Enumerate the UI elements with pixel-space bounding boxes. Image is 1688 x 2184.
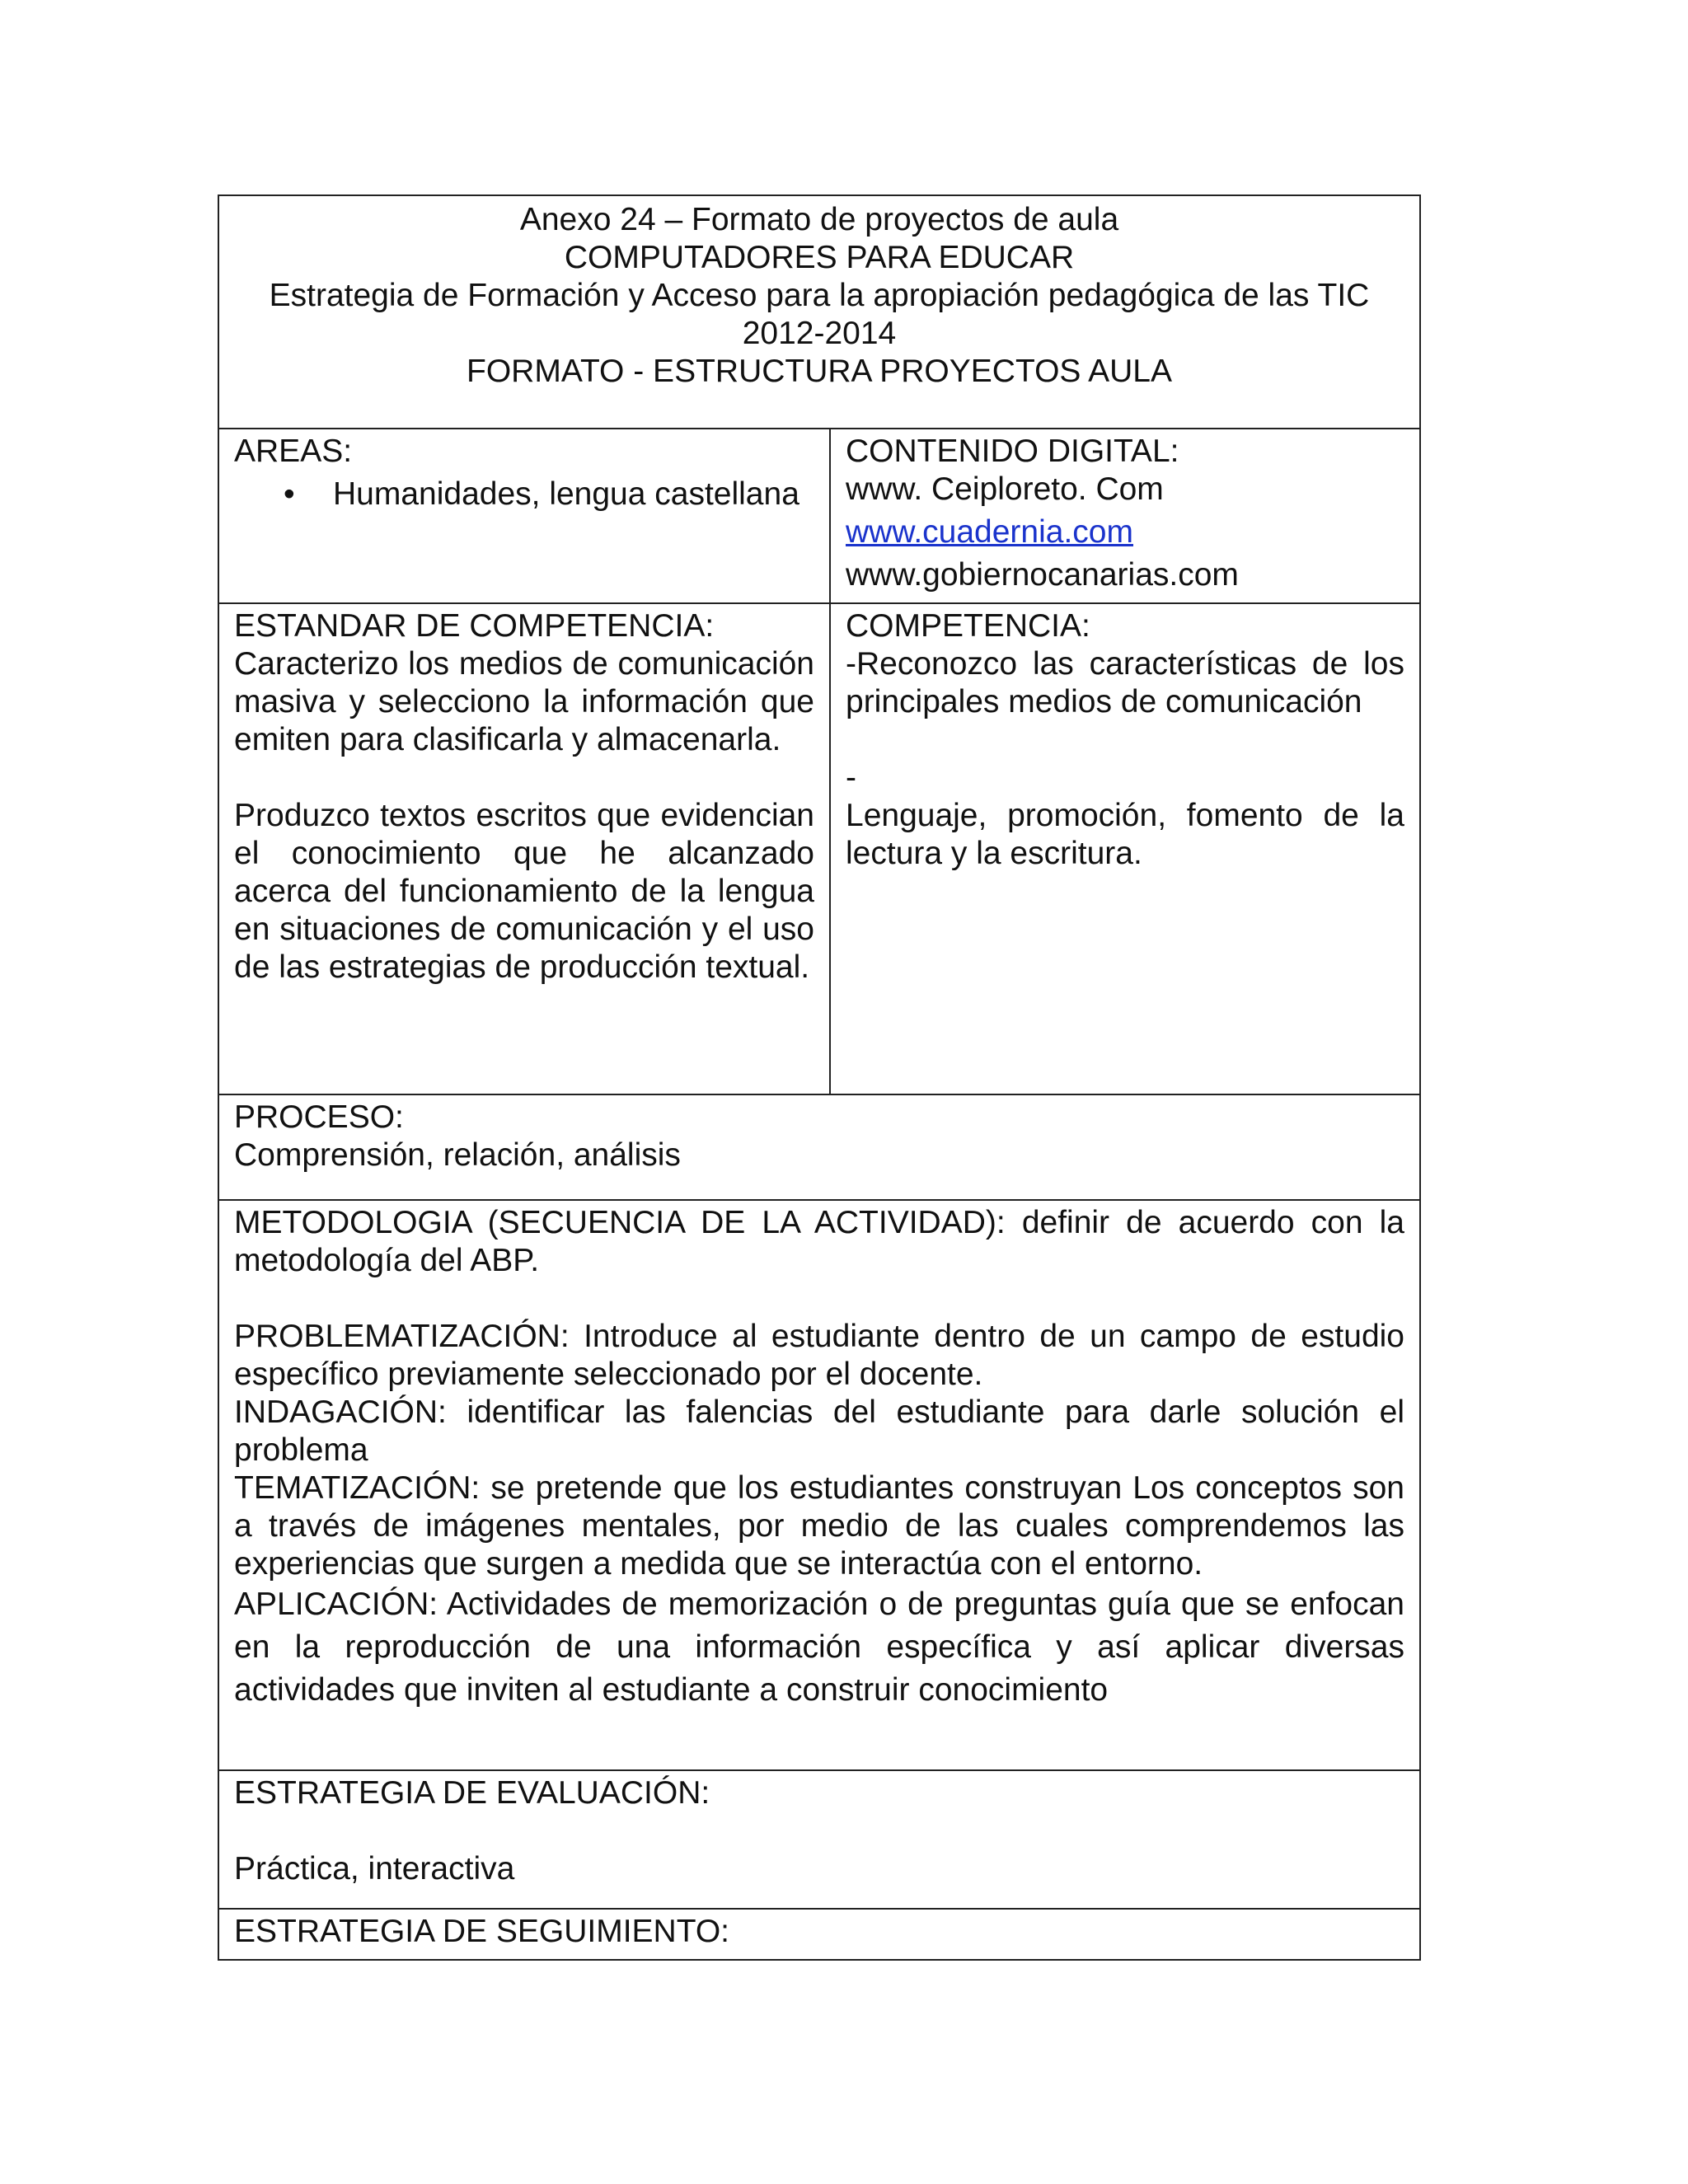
process-cell xyxy=(218,1094,1420,1200)
header-row xyxy=(218,195,1420,429)
standard-row xyxy=(218,603,1420,1094)
areas-item-text: Humanidades, lengua castellana xyxy=(333,476,799,512)
methodology-indagacion: INDAGACIÓN: identificar las falencias del estudiante para darle solución el problema xyxy=(234,1394,1404,1468)
evaluation-cell xyxy=(218,1770,1420,1909)
bullet-icon: • xyxy=(284,476,295,512)
competence-label: COMPETENCIA: xyxy=(846,608,1090,644)
cuadernia-link[interactable]: www.cuadernia.com xyxy=(846,514,1133,550)
methodology-aplicacion: APLICACIÓN: Actividades de memorización o de preguntas guía que se enfocan en la reproducción de una información específica y así aplicar diversas actividades que inviten al estudiante a construir conocimiento xyxy=(234,1586,1404,1708)
header-program-name: COMPUTADORES PARA EDUCAR xyxy=(564,240,1075,275)
areas-row xyxy=(218,429,1420,603)
areas-list xyxy=(234,476,814,513)
digital-content-cell xyxy=(830,429,1420,603)
header-strategy: Estrategia de Formación y Acceso para la apropiación pedagógica de las TIC xyxy=(269,278,1370,313)
evaluation-row xyxy=(218,1770,1420,1909)
digital-content-site-3: www.gobiernocanarias.com xyxy=(846,557,1239,593)
methodology-intro: METODOLOGIA (SECUENCIA DE LA ACTIVIDAD): definir de acuerdo con la metodología del ABP. xyxy=(234,1205,1404,1278)
evaluation-value: Práctica, interactiva xyxy=(234,1851,515,1886)
evaluation-label: ESTRATEGIA DE EVALUACIÓN: xyxy=(234,1775,710,1811)
standard-label: ESTANDAR DE COMPETENCIA: xyxy=(234,608,715,644)
competence-cell xyxy=(830,603,1420,1094)
competence-dash: - xyxy=(846,760,856,795)
followup-cell xyxy=(218,1909,1420,1960)
digital-content-label: CONTENIDO DIGITAL: xyxy=(846,434,1179,469)
process-label: PROCESO: xyxy=(234,1099,404,1135)
competence-paragraph-1: -Reconozco las características de los principales medios de comunicación xyxy=(846,646,1404,719)
header-years: 2012-2014 xyxy=(742,316,897,351)
competence-paragraph-2: Lenguaje, promoción, fomento de la lectura y la escritura. xyxy=(846,798,1404,871)
methodology-cell xyxy=(218,1200,1420,1770)
followup-row xyxy=(218,1909,1420,1960)
methodology-row xyxy=(218,1200,1420,1770)
project-format-table xyxy=(218,194,1421,1961)
header-format-title: FORMATO - ESTRUCTURA PROYECTOS AULA xyxy=(467,354,1172,389)
standard-paragraph-1: Caracterizo los medios de comunicación masiva y selecciono la información que emiten para clasificarla y almacenarla. xyxy=(234,646,814,757)
areas-cell xyxy=(218,429,830,603)
followup-label: ESTRATEGIA DE SEGUIMIENTO: xyxy=(234,1914,729,1949)
header-cell xyxy=(218,195,1420,429)
methodology-problematizacion: PROBLEMATIZACIÓN: Introduce al estudiante dentro de un campo de estudio específico previamente seleccionado por el docente. xyxy=(234,1319,1404,1392)
areas-list-item xyxy=(284,476,814,513)
methodology-tematizacion: TEMATIZACIÓN: se pretende que los estudiantes construyan Los conceptos son a través de imágenes mentales, por medio de las cuales comprendemos las experiencias que surgen a medida que se interactúa con el entorno. xyxy=(234,1470,1404,1582)
areas-label: AREAS: xyxy=(234,434,353,469)
standard-paragraph-2: Produzco textos escritos que evidencian el conocimiento que he alcanzado acerca del funcionamiento de la lengua en situaciones de comunicación y el uso de las estrategias de producción textual. xyxy=(234,798,814,985)
digital-content-site-1: www. Ceiploreto. Com xyxy=(846,471,1164,507)
process-row xyxy=(218,1094,1420,1200)
standard-cell xyxy=(218,603,830,1094)
header-annex-title: Anexo 24 – Formato de proyectos de aula xyxy=(519,202,1119,237)
process-value: Comprensión, relación, análisis xyxy=(234,1137,681,1173)
